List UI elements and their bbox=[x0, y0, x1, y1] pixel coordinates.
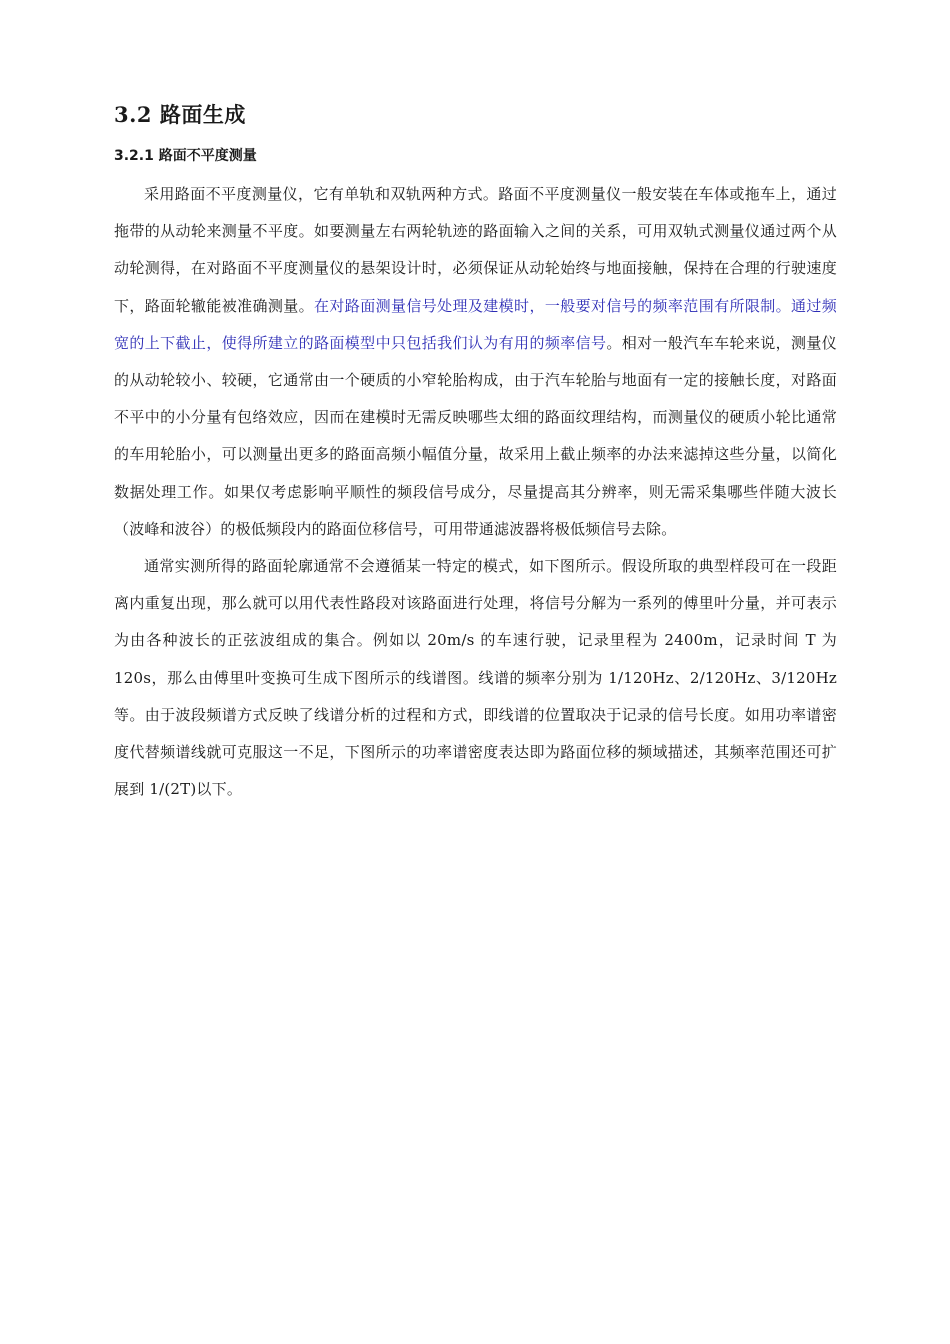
section-heading: 3.2 路面生成 bbox=[114, 102, 246, 127]
paragraph-1-text-end: 。相对一般汽车车轮来说，测量仪的从动轮较小、较硬，它通常由一个硬质的小窄轮胎构成，由于汽车轮胎与地面有一定的接触长度，对路面不平中的小分量有包络效应，因而在建模时无需反映哪些太细的路面纹理结构，而测量仪的硬质小轮比通常的车用轮胎小，可以测量出更多的路面高频小幅值分量，故采用上截止频率的办法来滤掉这些分量，以简化数据处理工作。如果仅考虑影响平顺性的频段信号成分，尽量提高其分辨率，则无需采集哪些伴随大波长（波峰和波谷）的极低频段内的路面位移信号，可用带通滤波器将极低频信号去除。 bbox=[114, 333, 837, 538]
paragraph-1 bbox=[114, 176, 837, 548]
paragraph-2: 通常实测所得的路面轮廓通常不会遵循某一特定的模式，如下图所示。假设所取的典型样段可在一段距离内重复出现，那么就可以用代表性路段对该路面进行处理，将信号分解为一系列的傅里叶分量，并可表示为由各种波长的正弦波组成的集合。例如以 20m/s 的车速行驶，记录里程为 2400m，记录时间 T 为 120s，那么由傅里叶变换可生成下图所示的线谱图。线谱的频率分别为 1/120Hz、2/120Hz、3/120Hz 等。由于波段频谱方式反映了线谱分析的过程和方式，即线谱的位置取决于记录的信号长度。如用功率谱密度代替频谱线就可克服这一不足，下图所示的功率谱密度表达即为路面位移的频域描述，其频率范围还可扩展到 1/(2T)以下。 bbox=[114, 557, 837, 799]
subsection-heading: 3.2.1 路面不平度测量 bbox=[114, 148, 257, 164]
paragraph-1-text-start: 采用路面不平度测量仪，它有单轨和双轨两种方式。路面不平度测量仪一般安装在车体或拖车上，通过拖带的从动轮来测量不平度。如要测量左右两轮轨迹的路面输入之间的关系，可用双轨式测量仪通过两个从动轮测得，在对路面不平度测量仪的悬架设计时，必须保证从动轮始终与地面接触，保持在合理的行驶速度下，路面轮辙能被准确测量。 bbox=[114, 185, 837, 315]
highlighted-text: 在对路面测量信号处理及建模时，一般要对信号的频率范围有所限制。通过频宽的上下截止，使得所建立的路面模型中只包括我们认为有用的频率信号 bbox=[114, 296, 837, 352]
document-page bbox=[114, 98, 837, 808]
